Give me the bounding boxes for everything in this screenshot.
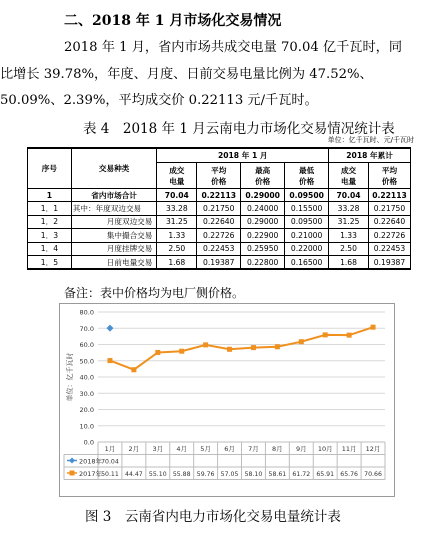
cell-seq: 1．2 [28,215,72,228]
cell-type: 月度双边交易 [71,215,157,228]
cell-seq: 1．1 [28,202,72,215]
legend-label: 2017年 [79,470,103,478]
data-table-value: 65.91 [316,471,335,478]
point-2017 [347,333,352,338]
cell-avg-price: 0.21750 [197,202,241,215]
point-2017 [323,332,328,337]
header-volume-label: 成交电量 [169,165,185,186]
figure-caption: 图 3 云南省内电力市场化交易电量统计表 [85,509,341,525]
data-table-value: 55.88 [172,471,191,478]
cell-volume: 70.04 [157,189,197,202]
point-2017 [179,349,184,354]
cell-min-price: 0.09500 [285,189,329,202]
data-table-value: 59.76 [196,471,215,478]
cell-year-avg-price: 0.22726 [368,229,410,242]
header-max-price-label: 最高价格 [255,165,271,186]
cell-year-volume: 33.28 [329,202,369,215]
cell-min-price: 0.16500 [285,255,329,269]
cell-seq: 1．5 [28,255,72,269]
header-volume [157,163,197,189]
cell-type: 集中撮合交易 [71,229,157,242]
header-group-month: 2018 年 1 月 [157,148,329,163]
data-table-value: 65.76 [340,471,358,478]
legend-marker-2017 [70,471,75,476]
x-tick-label: 2月 [128,445,140,453]
cell-max-price: 0.25950 [241,242,285,255]
cell-max-price: 0.22800 [241,255,285,269]
table-row [28,255,411,269]
trade-volume-chart [60,304,394,496]
cell-year-avg-price: 0.19387 [368,255,410,269]
point-2018 [106,325,113,332]
cell-year-avg-price: 0.21750 [368,202,410,215]
cell-min-price: 0.22000 [285,242,329,255]
cell-year-volume: 70.04 [329,189,369,202]
cell-max-price: 0.29000 [241,189,285,202]
cell-max-price: 0.29000 [241,215,285,228]
y-tick-label: 10.0 [79,422,94,431]
x-tick-label: 1月 [104,445,116,453]
cell-year-volume: 2.50 [329,242,369,255]
x-tick-label: 3月 [152,445,164,453]
y-tick-label: 80.0 [79,308,94,317]
cell-avg-price: 0.22113 [197,189,241,202]
table-unit-note: 单位：亿千瓦时、元/千瓦时 [327,136,414,144]
body-paragraph [0,35,420,115]
cell-year-volume: 1.33 [329,229,369,242]
cell-year-volume: 1.68 [329,255,369,269]
point-2017 [227,347,232,352]
cell-type: 省内市场合计 [71,189,157,202]
point-2017 [107,358,112,363]
trade-statistics-table [27,147,411,270]
x-tick-label: 6月 [224,445,235,453]
cell-avg-price: 0.22726 [197,229,241,242]
cell-type: 月度挂牌交易 [71,242,157,255]
legend-marker-2018 [69,458,75,464]
cell-year-avg-price: 0.22453 [368,242,410,255]
cell-avg-price: 0.22453 [197,242,241,255]
cell-min-price: 0.15500 [285,202,329,215]
header-avg-price [197,163,241,189]
cell-avg-price: 0.19387 [197,255,241,269]
header-year-volume [329,163,369,189]
point-2017 [131,367,136,372]
cell-volume: 1.68 [157,255,197,269]
legend-label: 2018年 [79,457,103,466]
header-avg-price-label: 平均价格 [211,165,227,186]
data-table-value: 50.11 [101,471,119,478]
header-max-price [241,163,285,189]
cell-min-price: 0.09500 [285,215,329,228]
data-table-value: 70.04 [101,458,119,466]
paragraph-line-1: 2018 年 1 月，省内市场共成交电量 70.04 亿千瓦时，同 [64,40,403,55]
cell-volume: 2.50 [157,242,197,255]
y-tick-label: 70.0 [79,324,94,333]
chart-frame [59,303,395,497]
cell-min-price: 0.21000 [285,229,329,242]
cell-year-avg-price: 0.22113 [368,189,410,202]
y-tick-label: 30.0 [79,389,94,398]
cell-year-volume: 31.25 [329,215,369,228]
y-tick-label: 60.0 [79,341,94,349]
x-tick-label: 9月 [295,445,307,453]
cell-seq: 1．3 [28,229,72,242]
x-tick-label: 4月 [176,445,188,453]
point-2017 [203,342,208,347]
table-row [28,242,411,255]
x-tick-label: 12月 [365,445,381,453]
header-year-avg-price-label: 平均价格 [381,165,398,186]
table-row [28,202,411,215]
x-tick-label: 11月 [341,445,357,453]
section-title: 二、2018 年 1 月市场化交易情况 [64,13,282,29]
cell-type: 其中：年度双边交易 [71,202,157,215]
header-year-volume-label: 成交电量 [340,165,357,186]
cell-seq: 1 [28,189,72,202]
x-tick-label: 8月 [272,445,283,453]
cell-volume: 31.25 [157,215,197,228]
header-min-price [285,163,329,189]
header-seq: 序号 [28,148,72,189]
series-line-2017 [110,327,373,370]
y-tick-label: 40.0 [79,373,94,382]
y-axis-label: 单位：亿千瓦时 [66,352,74,402]
paragraph-line-2: 比增长 39.78%，年度、月度、日前交易电量比例为 47.52%、 [0,66,373,82]
point-2017 [299,339,304,344]
x-tick-label: 7月 [248,445,259,453]
table-caption: 表 4 2018 年 1 月云南电力市场化交易情况统计表 [83,121,395,137]
y-tick-label: 20.0 [79,406,94,414]
cell-seq: 1．4 [28,242,72,255]
data-table-value: 55.10 [148,471,167,478]
table-row [28,215,411,228]
cell-volume: 33.28 [157,202,197,215]
data-table-value: 44.47 [125,471,143,478]
table-note: 备注：表中价格均为电厂侧价格。 [64,286,245,300]
cell-volume: 1.33 [157,229,197,242]
cell-type: 日前电量交易 [71,255,157,269]
data-table-value: 58.10 [244,471,263,478]
point-2017 [155,350,160,355]
x-tick-label: 10月 [317,445,333,453]
cell-avg-price: 0.22640 [197,215,241,228]
data-table-value: 58.61 [268,471,287,478]
table-row [28,229,411,242]
data-table-value: 70.66 [364,471,382,478]
point-2017 [251,345,256,350]
x-tick-label: 5月 [200,445,211,453]
data-table-value: 57.05 [220,471,239,478]
point-2017 [275,344,280,349]
paragraph-line-3: 50.09%、2.39%，平均成交价 0.22113 元/千瓦时。 [0,93,318,108]
cell-max-price: 0.22900 [241,229,285,242]
y-tick-label: 50.0 [79,357,94,366]
cell-year-avg-price: 0.22640 [368,215,410,228]
header-type: 交易种类 [71,148,157,189]
table-row [28,189,411,202]
y-tick-label: 0.0 [83,438,94,447]
header-min-price-label: 最低价格 [299,165,315,186]
header-group-year: 2018 年累计 [329,148,411,163]
point-2017 [371,325,376,330]
header-year-avg-price [368,163,410,189]
data-table-value: 61.72 [292,471,311,478]
cell-max-price: 0.24000 [241,202,285,215]
